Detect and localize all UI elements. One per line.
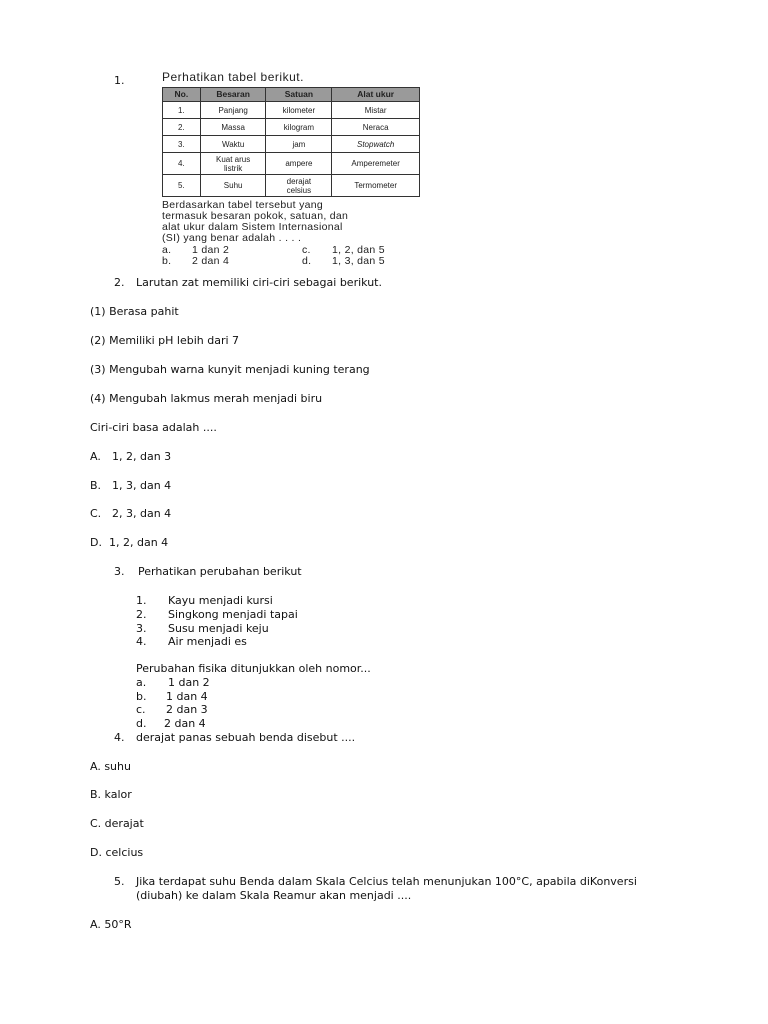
- table-cell: 1.: [163, 102, 201, 119]
- option-letter: b.: [136, 690, 147, 703]
- option-letter: a.: [162, 244, 172, 256]
- table-cell: Waktu: [200, 136, 266, 153]
- question-5-number: 5.: [114, 875, 125, 888]
- option-letter: b.: [162, 255, 172, 267]
- table-cell: Neraca: [332, 119, 420, 136]
- list-item-number: 1.: [136, 594, 147, 607]
- option-text: 2, 3, dan 4: [112, 507, 172, 520]
- table-header-cell: Satuan: [266, 88, 332, 102]
- question-2-prompt: Ciri-ciri basa adalah ....: [90, 421, 217, 434]
- table-cell: kilogram: [266, 119, 332, 136]
- table-row: [163, 175, 420, 197]
- option-text: 1 dan 2: [168, 676, 210, 689]
- option-text: 1, 3, dan 5: [332, 255, 385, 267]
- table-row: [163, 136, 420, 153]
- option-letter: A.: [90, 450, 101, 463]
- answer-option: A. suhu: [90, 760, 131, 773]
- table-cell: Panjang: [200, 102, 266, 119]
- table-cell: Kuat arus listrik: [200, 153, 266, 175]
- option-letter: B.: [90, 479, 102, 492]
- quantity-table: [162, 87, 420, 197]
- text-line: (SI) yang benar adalah . . . .: [162, 232, 302, 244]
- option-letter: d.: [302, 255, 312, 267]
- answer-option: C. derajat: [90, 817, 144, 830]
- option-text: 2 dan 3: [166, 703, 208, 716]
- list-item: (4) Mengubah lakmus merah menjadi biru: [90, 392, 323, 405]
- table-row: [163, 153, 420, 175]
- table-cell: kilometer: [266, 102, 332, 119]
- option-text: 1, 2, dan 5: [332, 244, 385, 256]
- table-cell: jam: [266, 136, 332, 153]
- table-cell: Stopwatch: [332, 136, 420, 153]
- table-cell: 4.: [163, 153, 201, 175]
- text-line: alat ukur dalam Sistem Internasional: [162, 221, 343, 233]
- list-item: Air menjadi es: [168, 635, 247, 648]
- option-text: 1, 3, dan 4: [112, 479, 172, 492]
- table-cell: 5.: [163, 175, 201, 197]
- text-line: termasuk besaran pokok, satuan, dan: [162, 210, 349, 222]
- table-cell: Amperemeter: [332, 153, 420, 175]
- table-row: [163, 119, 420, 136]
- question-4-text: derajat panas sebuah benda disebut ....: [136, 731, 356, 744]
- question-5-text-line-2: (diubah) ke dalam Skala Reamur akan menjadi ....: [136, 889, 412, 902]
- table-header-cell: Alat ukur: [332, 88, 420, 102]
- answer-option: A. 50°R: [90, 918, 132, 931]
- list-item-number: 4.: [136, 635, 147, 648]
- option-letter: C.: [90, 507, 102, 520]
- answer-option: B. kalor: [90, 788, 132, 801]
- option-letter: c.: [136, 703, 146, 716]
- list-item: Kayu menjadi kursi: [168, 594, 273, 607]
- question-3-number: 3.: [114, 565, 125, 578]
- table-header-row: [163, 88, 420, 102]
- option-letter: c.: [302, 244, 311, 256]
- table-cell: ampere: [266, 153, 332, 175]
- list-item: (1) Berasa pahit: [90, 305, 179, 318]
- list-item: (2) Memiliki pH lebih dari 7: [90, 334, 240, 347]
- question-1-image-title: Perhatikan tabel berikut.: [162, 70, 304, 84]
- list-item: Singkong menjadi tapai: [168, 608, 298, 621]
- list-item-number: 3.: [136, 622, 147, 635]
- answer-option: D. celcius: [90, 846, 144, 859]
- table-cell: 2.: [163, 119, 201, 136]
- question-2-number: 2.: [114, 276, 125, 289]
- question-2-text: Larutan zat memiliki ciri-ciri sebagai berikut.: [136, 276, 382, 289]
- option-letter: d.: [136, 717, 147, 730]
- option-text: 2 dan 4: [192, 255, 230, 267]
- text-line: Berdasarkan tabel tersebut yang: [162, 199, 324, 211]
- option-text: 1, 2, dan 3: [112, 450, 172, 463]
- option-text: 1 dan 2: [192, 244, 230, 256]
- table-cell: Mistar: [332, 102, 420, 119]
- table-header-cell: No.: [163, 88, 201, 102]
- table-cell: 3.: [163, 136, 201, 153]
- option-text: 1, 2, dan 4: [109, 536, 169, 549]
- list-item: (3) Mengubah warna kunyit menjadi kuning terang: [90, 363, 370, 376]
- list-item: Susu menjadi keju: [168, 622, 269, 635]
- table-cell: Suhu: [200, 175, 266, 197]
- option-letter: D.: [90, 536, 102, 549]
- question-3-prompt: Perubahan fisika ditunjukkan oleh nomor...: [136, 662, 371, 675]
- question-4-number: 4.: [114, 731, 125, 744]
- list-item-number: 2.: [136, 608, 147, 621]
- question-5-text-line-1: Jika terdapat suhu Benda dalam Skala Celcius telah menunjukan 100°C, apabila diKonversi: [136, 875, 637, 888]
- option-text: 2 dan 4: [164, 717, 206, 730]
- table-row: [163, 102, 420, 119]
- option-text: 1 dan 4: [166, 690, 208, 703]
- table-cell: Massa: [200, 119, 266, 136]
- option-letter: a.: [136, 676, 147, 689]
- question-3-text: Perhatikan perubahan berikut: [138, 565, 302, 578]
- table-cell: derajat celsius: [266, 175, 332, 197]
- question-1-number: 1.: [114, 74, 125, 87]
- question-1-image-text: [162, 200, 422, 244]
- table-header-cell: Besaran: [200, 88, 266, 102]
- table-cell: Termometer: [332, 175, 420, 197]
- question-1-scanned-image: [160, 70, 422, 270]
